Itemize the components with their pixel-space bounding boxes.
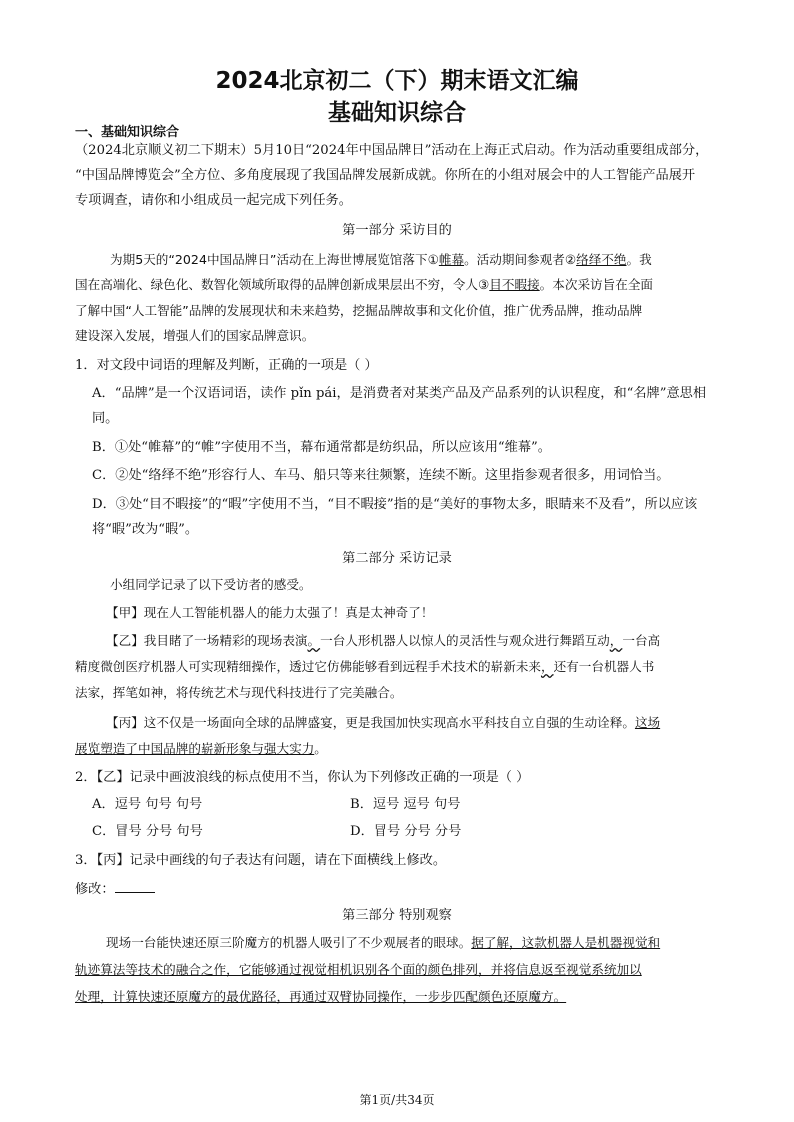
underlined-text: 轨迹算法等技术的融合之作，它能够通过视觉相机识别各个面的颜色排列，并将信息返至视觉系统加以: [75, 962, 642, 977]
question-2-option-c: C．冒号 分号 句号: [92, 824, 203, 839]
question-2-stem: 2．【乙】记录中画波浪线的标点使用不当，你认为下列修改正确的一项是（ ）: [75, 770, 530, 785]
question-1-option-c: C．②处“络绎不绝”形容行人、车马、船只等来往频繁，连续不断。这里指参观者很多，用词恰当。: [92, 468, 670, 483]
record-jia: 【甲】现在人工智能机器人的能力太强了！真是太神奇了！: [106, 605, 434, 620]
question-1-option-b: B．①处“帷幕”的“帷”字使用不当，幕布通常都是纺织品，所以应该用“维幕”。: [92, 440, 551, 455]
text-run: 一台人形机器人以惊人的灵活性与观众进行舞蹈互动: [320, 633, 610, 648]
underlined-text: 处理，计算快速还原魔方的最优路径，再通过双臂协同操作，一步步匹配颜色还原魔方。: [75, 989, 567, 1004]
question-1-stem: 1．对文段中词语的理解及判断，正确的一项是（ ）: [75, 358, 378, 373]
part2-title: 第二部分 采访记录: [342, 551, 452, 566]
text-run: 还有一台机器人书: [553, 659, 655, 674]
question-2-option-a: A．逗号 句号 句号: [92, 797, 203, 812]
question-3-answer-row: [75, 879, 155, 899]
question-1-option-d-cont: 将“暇”改为“暇”。: [92, 522, 199, 537]
intro-line-2: “中国品牌博览会”全方位、多角度展现了我国品牌发展新成就。你所在的小组对展会中的人工智能产品展开: [75, 168, 696, 183]
text-run: 国在高端化、绿色化、数智化领域所取得的品牌创新成果层出不穷，令人③: [75, 277, 490, 292]
text-run: 一台高: [622, 633, 661, 648]
text-run: 现场一台能快速还原三阶魔方的机器人吸引了不少观展者的眼球。: [106, 935, 472, 950]
part3-line-2: [75, 961, 642, 979]
text-run: 【乙】我目睹了一场精彩的现场表演: [106, 633, 308, 648]
text-run: 。活动期间参观者②: [464, 252, 577, 267]
part2-lead: 小组同学记录了以下受访者的感受。: [110, 577, 312, 592]
underlined-sentence-end: 展览塑造了中国品牌的崭新形象与强大实力: [75, 741, 315, 756]
question-3-stem: 3．【丙】记录中画线的句子表达有问题，请在下面横线上修改。: [75, 853, 447, 868]
text-run: 。本次采访旨在全面: [539, 277, 654, 292]
page-footer: 第1页/共34页: [359, 1093, 435, 1107]
intro-line-1: （2024北京顺义初二下期末）5月10日“2024年中国品牌日”活动在上海正式启动。作为活动重要组成部分，: [75, 143, 709, 158]
answer-label: 修改：: [75, 882, 115, 897]
underlined-word-2: 络绎不绝: [576, 252, 627, 267]
record-yi-line-2: [75, 658, 654, 676]
underlined-word-3: 目不暇接: [489, 277, 540, 292]
part1-paragraph-line-1: [110, 251, 652, 269]
wavy-punctuation-1: 。: [307, 633, 321, 648]
record-bing-line-1: [106, 714, 660, 732]
part3-line-1: [106, 934, 660, 952]
text-run: 【丙】这不仅是一场面向全球的品牌盛宴，更是我国加快实现高水平科技自立自强的生动诠释。: [106, 715, 635, 730]
record-bing-line-2: [75, 740, 327, 758]
part3-line-3: [75, 988, 566, 1006]
text-run: 。我: [626, 252, 652, 267]
document-title: 2024北京初二（下）期末语文汇编: [215, 68, 579, 94]
question-1-option-d: D．③处“目不暇接”的“暇”字使用不当，“目不暇接”指的是“美好的事物太多，眼睛来不及看”，所以应该: [92, 497, 698, 512]
section-heading: 一、基础知识综合: [75, 125, 180, 140]
document-subtitle: 基础知识综合: [328, 100, 466, 126]
text-run: 。: [314, 741, 327, 756]
question-2-option-d: D．冒号 分号 分号: [350, 824, 462, 839]
question-1-option-a-cont: 同。: [92, 411, 119, 426]
text-run: 精度微创医疗机器人可实现精细操作，透过它仿佛能够看到远程手术技术的崭新未来: [75, 659, 541, 674]
intro-line-3: 专项调查，请你和小组成员一起完成下列任务。: [75, 193, 352, 208]
question-2-option-b: B．逗号 逗号 句号: [350, 797, 461, 812]
question-1-option-a: A．“品牌”是一个汉语词语，读作 pǐn pái，是消费者对某类产品及产品系列的认识程度，和“名牌”意思相: [92, 386, 707, 401]
wavy-punctuation-2: ，: [609, 633, 623, 648]
underlined-word-1: 帷幕: [438, 252, 465, 267]
answer-blank[interactable]: [115, 879, 155, 893]
record-yi-line-1: [106, 632, 660, 650]
underlined-sentence-start: 这场: [634, 715, 661, 730]
underlined-text: 据了解，这款机器人是机器视觉和: [471, 935, 661, 950]
part1-paragraph-line-3: 了解中国“人工智能”品牌的发展现状和未来趋势，挖掘品牌故事和文化价值，推广优秀品牌，推动品牌: [75, 303, 643, 318]
text-run: 为期5天的“2024中国品牌日”活动在上海世博展览馆落下①: [110, 252, 439, 267]
part1-title: 第一部分 采访目的: [342, 223, 452, 238]
part3-title: 第三部分 特别观察: [342, 908, 452, 923]
wavy-punctuation-3: ，: [540, 659, 554, 674]
part1-paragraph-line-4: 建设深入发展，增强人们的国家品牌意识。: [75, 328, 315, 343]
part1-paragraph-line-2: [75, 276, 653, 294]
record-yi-line-3: 法家，挥笔如神，将传统艺术与现代科技进行了完美融合。: [75, 685, 403, 700]
